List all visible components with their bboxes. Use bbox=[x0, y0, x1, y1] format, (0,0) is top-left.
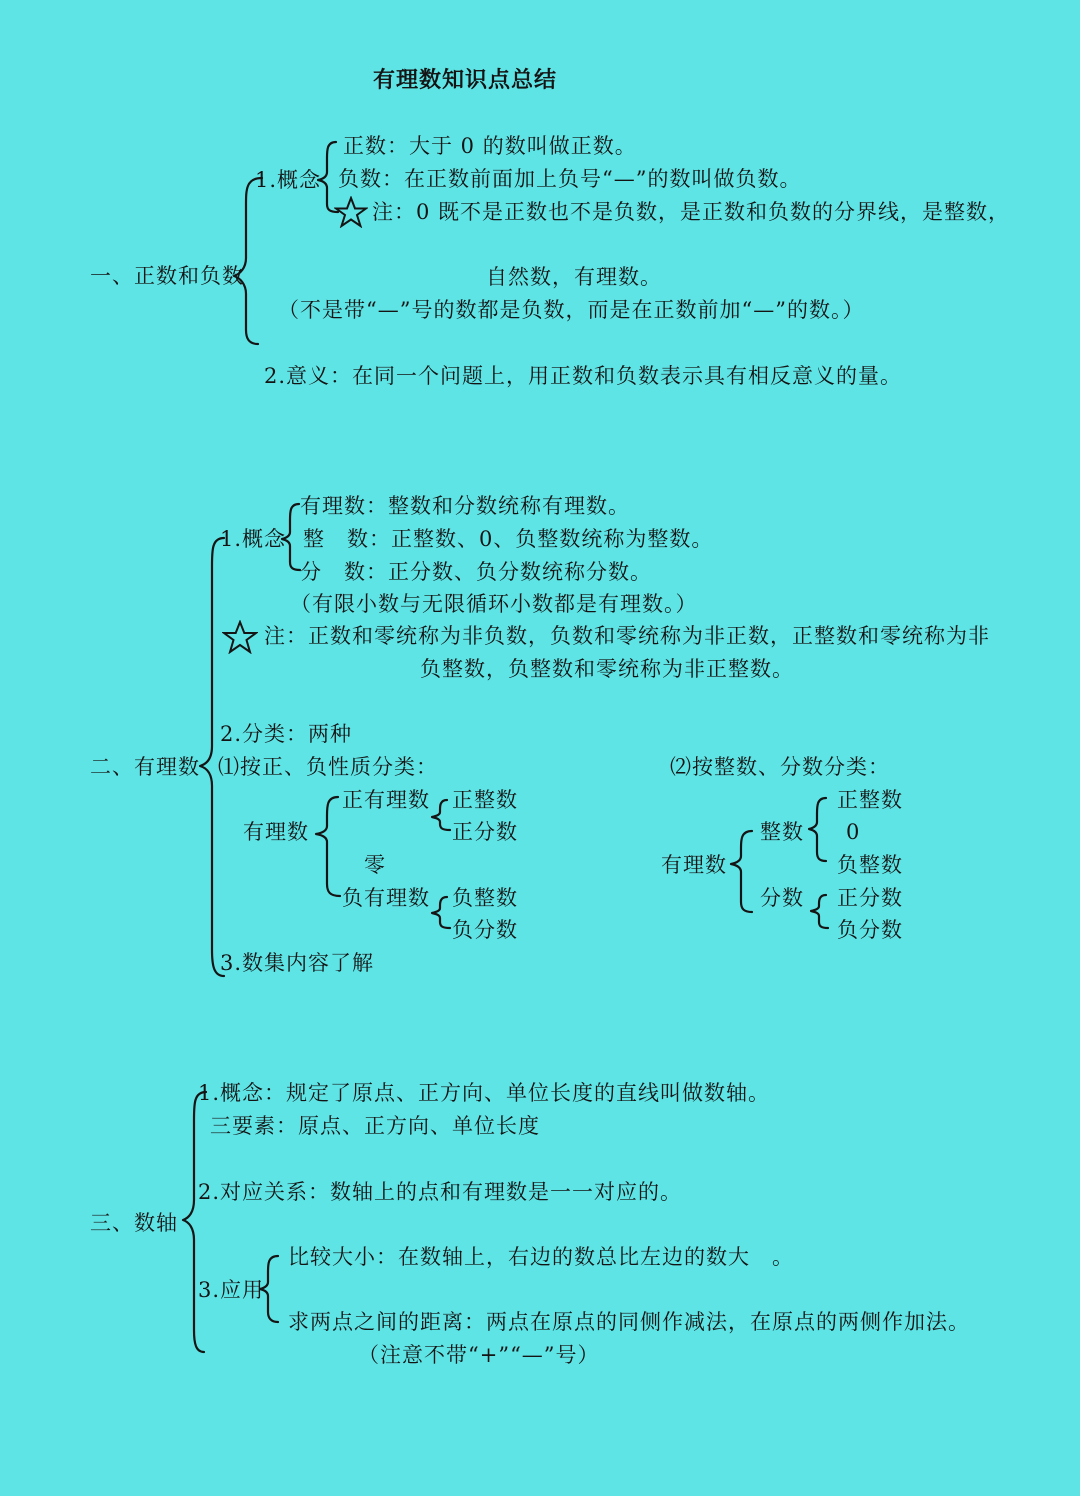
zero-note-continued: 自然数，有理数。 bbox=[486, 265, 662, 289]
tree2-negative-fraction: 负分数 bbox=[837, 918, 903, 942]
tree2-integer-brace bbox=[809, 798, 826, 861]
number-line-elements: 三要素：原点、正方向、单位长度 bbox=[210, 1114, 540, 1138]
decimal-note: （有限小数与无限循环小数都是有理数。） bbox=[290, 592, 698, 616]
rational-definition: 有理数：整数和分数统称有理数。 bbox=[300, 494, 630, 518]
section3-brace bbox=[183, 1092, 206, 1352]
classification-by-sign-title: ⑴按正、负性质分类： bbox=[218, 755, 438, 779]
tree1-root-brace bbox=[316, 797, 340, 896]
star-icon bbox=[334, 196, 368, 228]
number-sets-label: 3.数集内容了解 bbox=[220, 951, 375, 975]
section1-brace bbox=[234, 178, 262, 344]
fraction-definition: 分 数：正分数、负分数统称分数。 bbox=[300, 560, 652, 584]
section2-heading: 二、有理数 bbox=[90, 755, 200, 779]
classification-label: 2.分类：两种 bbox=[220, 722, 353, 746]
sign-note: （注意不带“+”“—”号） bbox=[358, 1343, 600, 1367]
tree2-root: 有理数 bbox=[661, 853, 727, 877]
tree1-positive: 正有理数 bbox=[342, 788, 430, 812]
tree1-zero: 零 bbox=[364, 853, 386, 877]
negative-definition: 负数：在正数前面加上负号“—”的数叫做负数。 bbox=[338, 167, 802, 191]
number-line-correspondence: 2.对应关系：数轴上的点和有理数是一一对应的。 bbox=[198, 1180, 683, 1204]
number-line-concept: 1.概念：规定了原点、正方向、单位长度的直线叫做数轴。 bbox=[198, 1081, 771, 1105]
section3-heading: 三、数轴 bbox=[90, 1211, 178, 1235]
section1-concept-label: 1.概念 bbox=[255, 168, 322, 192]
tree1-negative: 负有理数 bbox=[342, 886, 430, 910]
negative-clarification: （不是带“—”号的数都是负数，而是在正数前加“—”的数。） bbox=[278, 298, 865, 322]
tree1-positive-fraction: 正分数 bbox=[452, 820, 518, 844]
zero-note: 注：0 既不是正数也不是负数，是正数和负数的分界线，是整数， bbox=[372, 200, 1011, 224]
tree1-negative-brace bbox=[432, 897, 450, 928]
section2-concept-label: 1.概念 bbox=[220, 527, 287, 551]
section2-note-continued: 负整数，负整数和零统称为非正整数。 bbox=[420, 657, 794, 681]
page-title: 有理数知识点总结 bbox=[373, 68, 558, 93]
tree2-negative-integer: 负整数 bbox=[837, 853, 903, 877]
tree2-positive-integer: 正整数 bbox=[837, 788, 903, 812]
distance-rule: 求两点之间的距离：两点在原点的同侧作减法，在原点的两侧作加法。 bbox=[288, 1310, 970, 1334]
classification-by-type-title: ⑵按整数、分数分类： bbox=[670, 755, 890, 779]
application-label: 3.应用 bbox=[198, 1278, 265, 1302]
section1-meaning: 2.意义：在同一个问题上，用正数和负数表示具有相反意义的量。 bbox=[264, 364, 903, 388]
tree2-fraction-brace bbox=[811, 895, 828, 928]
section1-heading: 一、正数和负数 bbox=[90, 264, 244, 288]
tree2-zero: 0 bbox=[846, 820, 861, 844]
tree1-negative-fraction: 负分数 bbox=[452, 918, 518, 942]
section2-note: 注：正数和零统称为非负数，负数和零统称为非正数，正整数和零统称为非 bbox=[264, 624, 990, 648]
tree2-integers: 整数 bbox=[760, 820, 804, 844]
tree2-fractions: 分数 bbox=[760, 886, 804, 910]
integer-definition: 整 数：正整数、0、负整数统称为整数。 bbox=[303, 527, 714, 551]
tree1-positive-integer: 正整数 bbox=[452, 788, 518, 812]
tree2-positive-fraction: 正分数 bbox=[837, 886, 903, 910]
tree2-root-brace bbox=[731, 831, 752, 912]
tree1-positive-brace bbox=[432, 800, 450, 830]
star-icon bbox=[222, 620, 258, 654]
tree1-negative-integer: 负整数 bbox=[452, 886, 518, 910]
positive-definition: 正数：大于 0 的数叫做正数。 bbox=[343, 134, 637, 158]
tree1-root: 有理数 bbox=[243, 820, 309, 844]
compare-size: 比较大小：在数轴上，右边的数总比左边的数大 。 bbox=[288, 1245, 794, 1269]
